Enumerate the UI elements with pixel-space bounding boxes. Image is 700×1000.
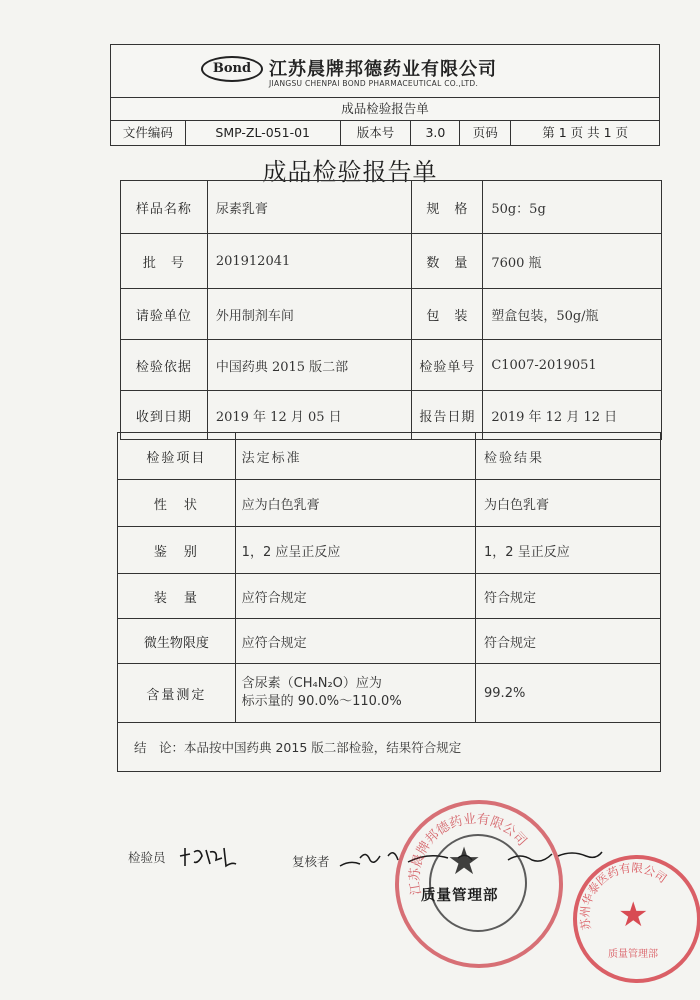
inspector-signature (176, 842, 240, 872)
star-icon: ★ (618, 895, 649, 935)
requester: 外用制剂车间 (208, 289, 413, 339)
test-item: 鉴 别 (118, 527, 236, 573)
sample-info-table (120, 180, 662, 440)
batch-number: 201912041 (208, 234, 413, 288)
info-row (121, 289, 661, 340)
page-title: 成品检验报告单 (262, 158, 438, 186)
table-row (118, 574, 660, 619)
test-standard (236, 664, 476, 722)
qty-label: 数 量 (412, 234, 483, 288)
version: 3.0 (411, 121, 460, 145)
header-result: 检验结果 (484, 450, 545, 466)
test-item: 装 量 (118, 574, 236, 618)
report-number: C1007-2019051 (491, 357, 597, 373)
company-name-cn: 江苏晨牌邦德药业有限公司 (269, 59, 497, 80)
svg-text:江苏晨牌邦德药业有限公司: 江苏晨牌邦德药业有限公司 (407, 811, 530, 896)
quality-dept-seal (395, 800, 563, 968)
company-banner (111, 45, 659, 98)
header-standard: 法定标准 (236, 433, 476, 479)
test-standard: 应符合规定 (236, 619, 476, 663)
quantity: 7600 瓶 (491, 255, 542, 271)
svg-text:苏州华泰医药有限公司: 苏州华泰医药有限公司 (577, 860, 670, 932)
test-result: 1，2 呈正反应 (484, 544, 570, 560)
company-logo: Bond (201, 56, 263, 82)
sample-name-label: 样品名称 (121, 181, 208, 233)
inspector-label: 检验员 (128, 850, 166, 865)
info-row (121, 181, 661, 234)
test-result: 符合规定 (484, 635, 537, 651)
standard-line-1: 含尿素（CH₄N₂O）应为 (241, 676, 382, 691)
test-results-table (117, 432, 661, 772)
table-header-row (118, 433, 660, 480)
test-item: 含量测定 (118, 664, 236, 722)
test-result: 99.2% (484, 685, 526, 701)
table-row (118, 527, 660, 574)
reviewer-label: 复核者 (292, 854, 330, 869)
supplier-seal (573, 855, 700, 983)
conclusion: 结 论：本品按中国药典 2015 版二部检验，结果符合规定 (134, 740, 462, 755)
document-header (110, 44, 660, 146)
package-label: 包 装 (412, 289, 483, 339)
star-icon: ★ (447, 839, 482, 883)
test-item: 性 状 (118, 480, 236, 526)
table-row (118, 480, 660, 527)
received-date: 2019 年 12 月 05 日 (208, 391, 413, 439)
spec: 50g：5g (491, 201, 546, 217)
document-control-row (111, 121, 659, 145)
table-row (118, 664, 660, 723)
report-no-label: 检验单号 (412, 340, 483, 390)
test-standard: 1，2 应呈正反应 (236, 527, 476, 573)
page-number: 第 1 页 共 1 页 (542, 125, 629, 140)
test-standard: 应符合规定 (236, 574, 476, 618)
inspection-basis: 中国药典 2015 版二部 (208, 340, 413, 390)
standard-line-2: 标示量的 90.0%～110.0% (241, 694, 402, 709)
info-row (121, 234, 661, 289)
batch-label: 批 号 (121, 234, 208, 288)
page-label: 页码 (460, 121, 511, 145)
version-label: 版本号 (341, 121, 412, 145)
test-result: 为白色乳膏 (484, 497, 550, 513)
test-item: 微生物限度 (118, 619, 236, 663)
package: 塑盒包装，50g/瓶 (491, 308, 599, 324)
doc-no-label: 文件编码 (111, 121, 186, 145)
requester-label: 请验单位 (121, 289, 208, 339)
form-name: 成品检验报告单 (111, 98, 659, 121)
company-name-en: JIANGSU CHENPAI BOND PHARMACEUTICAL CO.,LTD. (269, 79, 479, 88)
table-row (118, 619, 660, 664)
doc-no: SMP-ZL-051-01 (186, 121, 341, 145)
test-standard: 应为白色乳膏 (236, 480, 476, 526)
svg-text:质量管理部: 质量管理部 (608, 949, 658, 960)
seal-dept-text: 质量管理部 (421, 888, 499, 904)
report-date-label: 报告日期 (412, 391, 483, 439)
received-label: 收到日期 (121, 391, 208, 439)
basis-label: 检验依据 (121, 340, 208, 390)
test-result: 符合规定 (484, 590, 537, 606)
spec-label: 规 格 (412, 181, 483, 233)
report-date: 2019 年 12 月 12 日 (491, 409, 618, 425)
sample-name: 尿素乳膏 (208, 181, 413, 233)
info-row (121, 340, 661, 391)
header-item: 检验项目 (118, 433, 236, 479)
